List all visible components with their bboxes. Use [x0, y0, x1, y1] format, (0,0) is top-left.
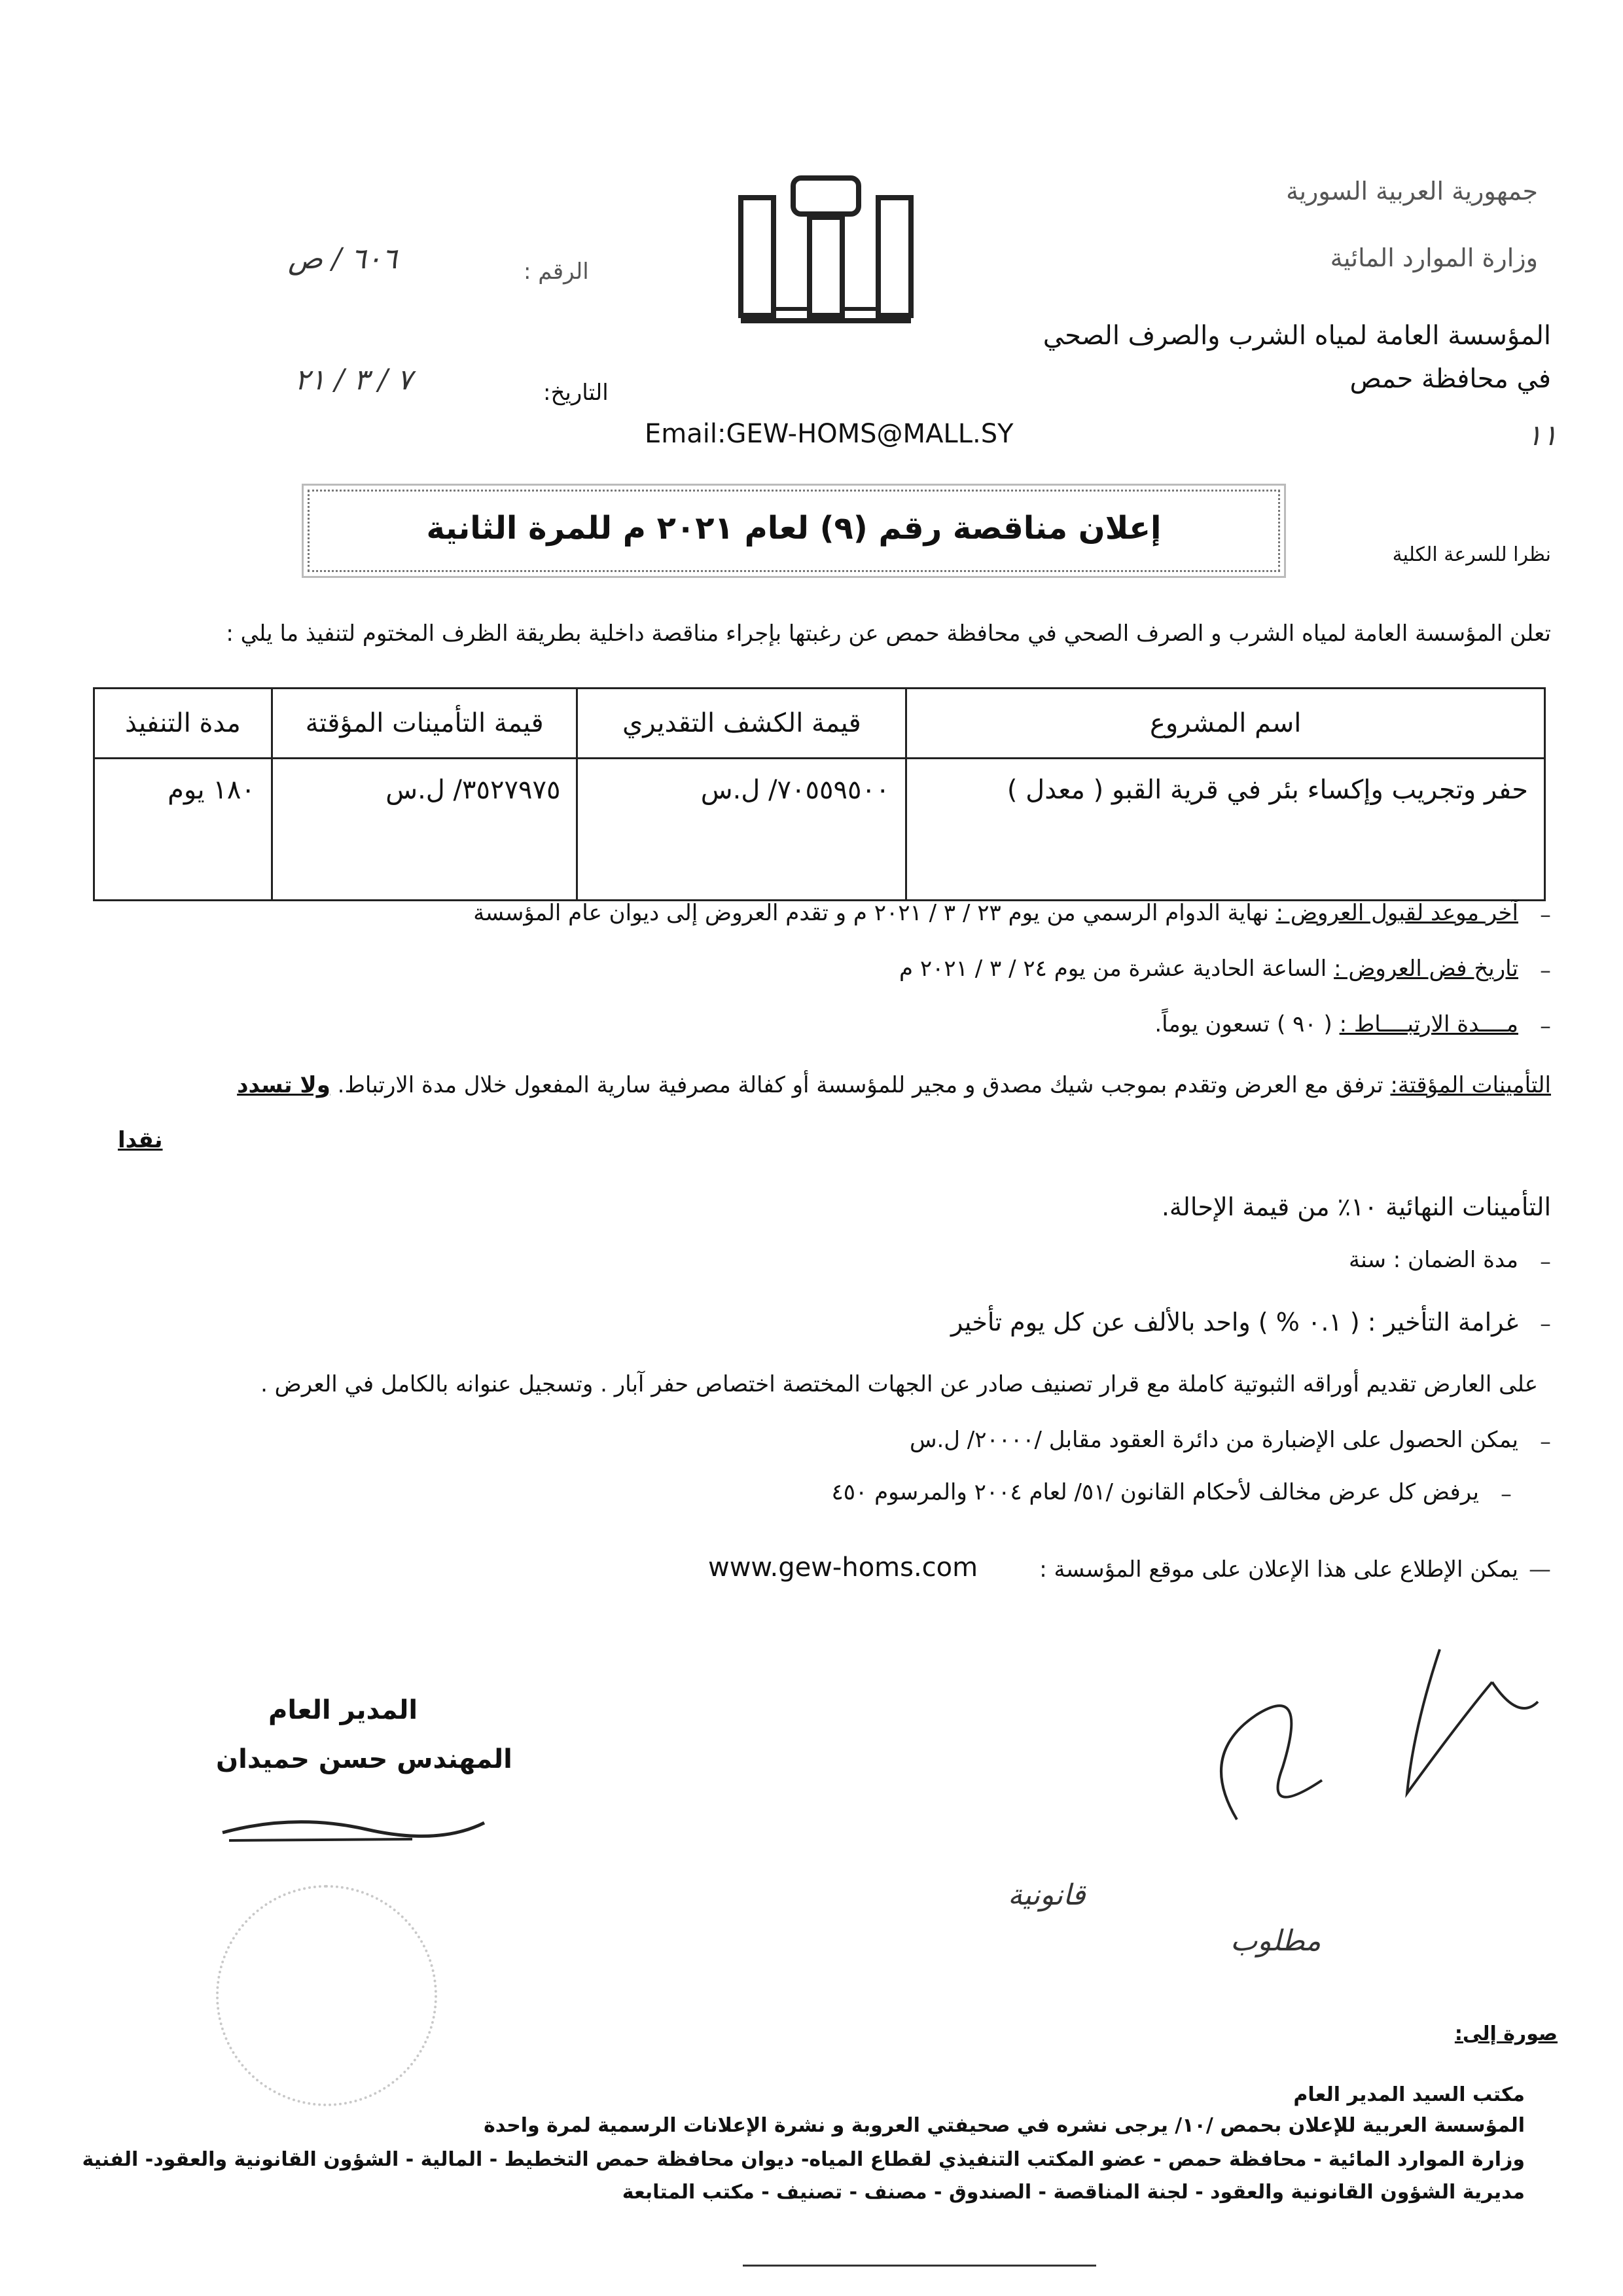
website-label: يمكن الإطلاع على هذا الإعلان على موقع المؤسسة : — [1039, 1556, 1518, 1583]
copy-recipient: مكتب السيد المدير العام — [1293, 2083, 1525, 2106]
column-header: مدة التنفيذ — [94, 689, 272, 759]
temp-guarantee-line — [237, 1072, 1551, 1098]
project-name-cell: حفر وتجريب وإكساء بئر في قرية القبو ( معدل ) — [906, 759, 1545, 901]
deadline-text: نهاية الدوام الرسمي من يوم ٢٣ / ٣ / ٢٠٢١ م و تقدم العروض إلى ديوان عام المؤسسة — [473, 900, 1269, 926]
copies-label: صورة إلى: — [1454, 2022, 1558, 2045]
website-url: www.gew-homs.com — [708, 1552, 978, 1583]
deadline-line — [473, 900, 1518, 926]
bullet-dash: – — [1540, 902, 1551, 928]
date-label: التاريخ: — [543, 380, 609, 406]
column-header: اسم المشروع — [906, 689, 1545, 759]
reference-number: ٦٠٦ / ص — [288, 242, 397, 276]
binding-text: ( ٩٠ ) تسعون يوماً. — [1154, 1011, 1332, 1037]
copy-recipient: مديرية الشؤون القانونية والعقود - لجنة المناقصة - الصندوق - مصنف - تصنيف - مكتب المتابعة — [622, 2181, 1525, 2204]
bullet-dash: – — [1540, 958, 1551, 984]
water-tap-logo-icon — [728, 171, 924, 335]
signatory-name: المهندس حسن حميدان — [216, 1744, 512, 1774]
reference-label: الرقم : — [524, 259, 589, 285]
ministry-name: وزارة الموارد المائية — [1330, 243, 1538, 272]
intro-paragraph: تعلن المؤسسة العامة لمياه الشرب و الصرف الصحي في محافظة حمص عن رغبتها بإجراء مناقصة داخلية بطريقة الظرف المختوم لتنفيذ ما يلي : — [226, 620, 1551, 647]
duration-cell: ١٨٠ يوم — [94, 759, 272, 901]
bullet-dash: – — [1540, 1311, 1551, 1337]
institution-logo — [728, 171, 924, 335]
opening-line — [899, 956, 1518, 982]
copy-recipient: وزارة الموارد المائية - محافظة حمص - عضو المكتب التنفيذي لقطاع المياه- ديوان محافظة حمص التخطيط - المالية - الشؤون القانونية والعقود- الفنية — [82, 2148, 1525, 2171]
warranty-period: مدة الضمان : سنة — [1348, 1247, 1518, 1273]
temp-guarantee-text: ترفق مع العرض وتقدم بموجب شيك مصدق و مجير للمؤسسة أو كفالة مصرفية سارية المفعول خلال مدة الارتباط. — [337, 1072, 1383, 1098]
table-row — [94, 759, 1545, 901]
binding-label: مــــدة الارتبــــاط : — [1339, 1011, 1518, 1037]
bullet-dash: – — [1540, 1013, 1551, 1039]
rejection-clause: يرفض كل عرض مخالف لأحكام القانون /٥١/ لعام ٢٠٠٤ والمرسوم ٤٥٠ — [831, 1479, 1479, 1505]
tender-table — [93, 687, 1546, 901]
bullet-dash: – — [1501, 1481, 1512, 1507]
bullet-dash: – — [1540, 1249, 1551, 1275]
date-value: ٧ / ٣ / ٢١ — [294, 363, 413, 397]
bullet-dash: – — [1540, 1429, 1551, 1455]
title-frame — [308, 490, 1280, 572]
column-header: قيمة الكشف التقديري — [577, 689, 906, 759]
announcement-title: إعلان مناقصة رقم (٩) لعام ٢٠٢١ م للمرة الثانية — [426, 510, 1162, 547]
file-purchase: يمكن الحصول على الإضبارة من دائرة العقود مقابل /٢٠٠٠٠/ ل.س — [909, 1427, 1518, 1453]
opening-text: الساعة الحادية عشرة من يوم ٢٤ / ٣ / ٢٠٢١ م — [899, 956, 1327, 982]
delay-penalty: غرامة التأخير : ( ٠.١ % ) واحد بالألف عن كل يوم تأخير — [950, 1308, 1518, 1336]
governorate-name: في محافظة حمص — [1349, 364, 1551, 394]
no-cash-text: ولا تسدد — [237, 1072, 330, 1098]
bottom-divider — [743, 2265, 1096, 2267]
final-guarantee: التأمينات النهائية ١٠٪ من قيمة الإحالة. — [1161, 1193, 1551, 1221]
handwritten-note-legal: قانونية — [1008, 1878, 1086, 1912]
institution-name: المؤسسة العامة لمياه الشرب والصرف الصحي — [1043, 321, 1551, 351]
country-name: جمهورية العربية السورية — [1286, 177, 1538, 206]
binding-line — [1154, 1011, 1518, 1037]
documents-requirement: على العارض تقديم أوراقه الثبوتية كاملة مع قرار تصنيف صادر عن الجهات المختصة اختصاص حفر آبار . وتسجيل عنوانه بالكامل في العرض . — [260, 1371, 1538, 1397]
temp-guarantee-label: التأمينات المؤقتة: — [1390, 1072, 1551, 1098]
table-header-row — [94, 689, 1545, 759]
corner-mark: ١١ — [1526, 419, 1558, 452]
handwritten-signature-icon — [1152, 1623, 1544, 1859]
director-signature-icon — [216, 1793, 491, 1852]
deadline-label: آخر موعد لقبول العروض : — [1275, 900, 1518, 926]
urgency-note: نظرا للسرعة الكلية — [1392, 543, 1551, 566]
opening-label: تاريخ فض العروض : — [1334, 956, 1518, 982]
estimate-value-cell: ٧٠٥٥٩٥٠٠/ ل.س — [577, 759, 906, 901]
temp-guarantee-cell: ٣٥٢٧٩٧٥/ ل.س — [272, 759, 577, 901]
signatory-role: المدير العام — [268, 1695, 418, 1725]
no-cash-continued: نقدا — [118, 1127, 163, 1153]
bullet-dash: — — [1529, 1556, 1551, 1583]
official-stamp-icon — [216, 1885, 437, 2106]
column-header: قيمة التأمينات المؤقتة — [272, 689, 577, 759]
copy-recipient: المؤسسة العربية للإعلان بحمص /١٠/ يرجى نشره في صحيفتي العروبة و نشرة الإعلانات الرسمية لمرة واحدة — [484, 2114, 1525, 2137]
email-address: Email:GEW-HOMS@MALL.SY — [645, 419, 1014, 449]
handwritten-note-requested: مطلوب — [1230, 1924, 1321, 1958]
